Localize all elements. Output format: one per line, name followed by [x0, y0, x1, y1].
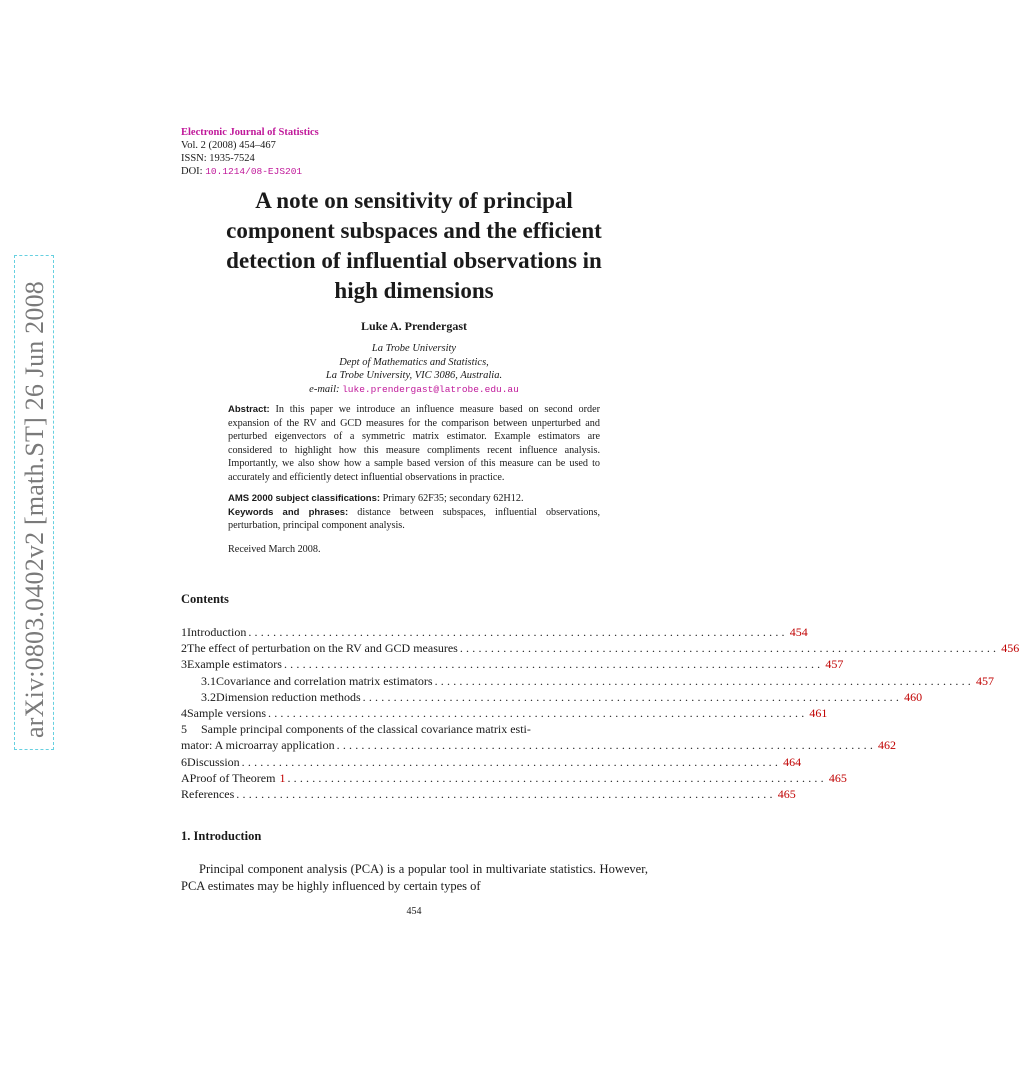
email-label: e-mail:	[309, 383, 340, 395]
toc-leader: .......................................................................................	[287, 770, 827, 785]
toc-leader: .......................................................................................	[268, 705, 808, 720]
toc-entry[interactable]	[181, 656, 844, 672]
toc-leader: .......................................................................................	[241, 754, 782, 769]
toc-title: Proof of Theorem	[189, 770, 276, 785]
toc-page-link[interactable]: 461	[809, 705, 828, 720]
toc-entry[interactable]	[181, 673, 994, 689]
title-line: detection of influential observations in	[226, 248, 602, 273]
theorem-ref-link[interactable]: 1	[279, 770, 286, 785]
toc-number: 4	[181, 705, 187, 720]
toc-title: mator: A microarray application	[181, 738, 335, 753]
toc-entry[interactable]	[181, 721, 648, 737]
toc-title: Introduction	[187, 625, 247, 639]
paper-title	[150, 186, 678, 306]
affiliation-line: La Trobe University	[371, 343, 457, 354]
affiliation	[150, 342, 678, 396]
toc-number: 5	[181, 722, 187, 737]
toc-title: The effect of perturbation on the RV and GCD measures	[187, 641, 458, 656]
toc-title: References	[181, 786, 235, 801]
volume-info: Vol. 2 (2008) 454–467	[181, 140, 276, 151]
email-line	[150, 383, 678, 397]
journal-name-link[interactable]: Electronic Journal of Statistics	[181, 127, 319, 138]
abstract	[228, 403, 600, 484]
author-name: Luke A. Prendergast	[360, 319, 468, 333]
toc-title: Discussion	[187, 754, 240, 769]
toc-number: 6	[181, 754, 187, 769]
classifications-label: AMS 2000 subject classifications:	[228, 493, 381, 504]
toc-page-link[interactable]: 465	[777, 786, 796, 801]
toc-entry[interactable]	[181, 640, 1019, 656]
section-body-text: Principal component analysis (PCA) is a popular tool in multivariate statistics. However, PCA estimates may be highly influenced by certain types of	[181, 862, 648, 893]
toc-entry[interactable]	[181, 770, 847, 786]
toc-entry[interactable]	[181, 624, 808, 640]
received-date: Received March 2008.	[228, 543, 321, 555]
keywords-text: distance between subspaces, influential observations, perturbation, principal component analysis.	[228, 506, 601, 531]
keywords-label: Keywords and phrases:	[228, 506, 349, 518]
title-line: high dimensions	[334, 278, 494, 303]
toc-number: 3.1	[201, 673, 216, 688]
abstract-text: In this paper we introduce an influence measure based on second order expansion of the RV and GCD measures for the comparison between unperturbed and perturbed eigenvectors of a symmetric matrix estimator. Example estimators are considered to highlight how this measure compliments recent influence analysis. Importantly, we also show how a sample based version of this measure can be used to accurately and efficiently detect influential observations in practice.	[228, 404, 600, 483]
toc-page-link[interactable]: 465	[828, 770, 847, 785]
toc-page-link[interactable]: 456	[1001, 641, 1019, 656]
keywords	[228, 506, 600, 533]
toc-title: Example estimators	[187, 657, 282, 672]
classifications-text: Primary 62F35; secondary 62H12.	[382, 493, 524, 504]
doi-line	[181, 165, 319, 178]
contents-heading: Contents	[181, 592, 229, 606]
title-line: A note on sensitivity of principal	[255, 188, 573, 213]
toc-number: 2	[181, 641, 187, 656]
toc-number: A	[181, 770, 190, 785]
toc-entry[interactable]	[181, 705, 828, 721]
title-line: component subspaces and the efficient	[226, 218, 602, 243]
affiliation-line: La Trobe University, VIC 3086, Australia.	[325, 370, 503, 381]
table-of-contents	[181, 624, 1019, 802]
toc-title: Dimension reduction methods	[216, 689, 361, 704]
toc-page-link[interactable]: 454	[789, 625, 808, 639]
affiliation-line: Dept of Mathematics and Statistics,	[339, 356, 489, 368]
toc-page-link[interactable]: 457	[825, 657, 844, 672]
abstract-label: Abstract:	[228, 404, 270, 415]
doi-link[interactable]: 10.1214/08-EJS201	[205, 166, 303, 177]
issn-info: ISSN: 1935-7524	[181, 153, 255, 164]
journal-header	[181, 126, 319, 178]
toc-entry[interactable]	[181, 737, 897, 753]
toc-number: 3.2	[201, 689, 216, 704]
toc-leader: .......................................................................................	[236, 786, 776, 801]
toc-number: 1	[181, 625, 187, 639]
toc-page-link[interactable]: 460	[904, 689, 923, 704]
toc-entry[interactable]	[181, 689, 923, 705]
email-link[interactable]: luke.prendergast@latrobe.edu.au	[342, 383, 519, 395]
toc-leader: .......................................................................................	[248, 625, 788, 639]
classifications	[228, 492, 600, 506]
toc-page-link[interactable]: 457	[976, 673, 994, 688]
toc-title: Sample principal components of the classical covariance matrix esti-	[201, 722, 531, 737]
toc-leader: .......................................................................................	[283, 657, 824, 672]
toc-leader: .......................................................................................	[336, 738, 877, 753]
toc-leader: .......................................................................................	[362, 689, 903, 704]
arxiv-stamp-text: arXiv:0803.0402v2 [math.ST] 26 Jun 2008	[20, 281, 49, 738]
toc-title: Covariance and correlation matrix estimators	[216, 673, 433, 688]
toc-entry[interactable]	[181, 754, 802, 770]
toc-title: Sample versions	[187, 705, 266, 720]
toc-entry[interactable]	[181, 786, 796, 802]
toc-leader: .......................................................................................	[434, 673, 974, 688]
toc-page-link[interactable]: 462	[878, 738, 897, 753]
toc-number: 3	[181, 657, 187, 672]
section-heading: 1. Introduction	[181, 829, 262, 843]
toc-page-link[interactable]: 464	[783, 754, 802, 769]
page-number: 454	[406, 906, 422, 917]
toc-leader: .......................................................................................	[459, 641, 1000, 656]
doi-label: DOI:	[181, 166, 203, 177]
abstract-block	[228, 403, 600, 556]
